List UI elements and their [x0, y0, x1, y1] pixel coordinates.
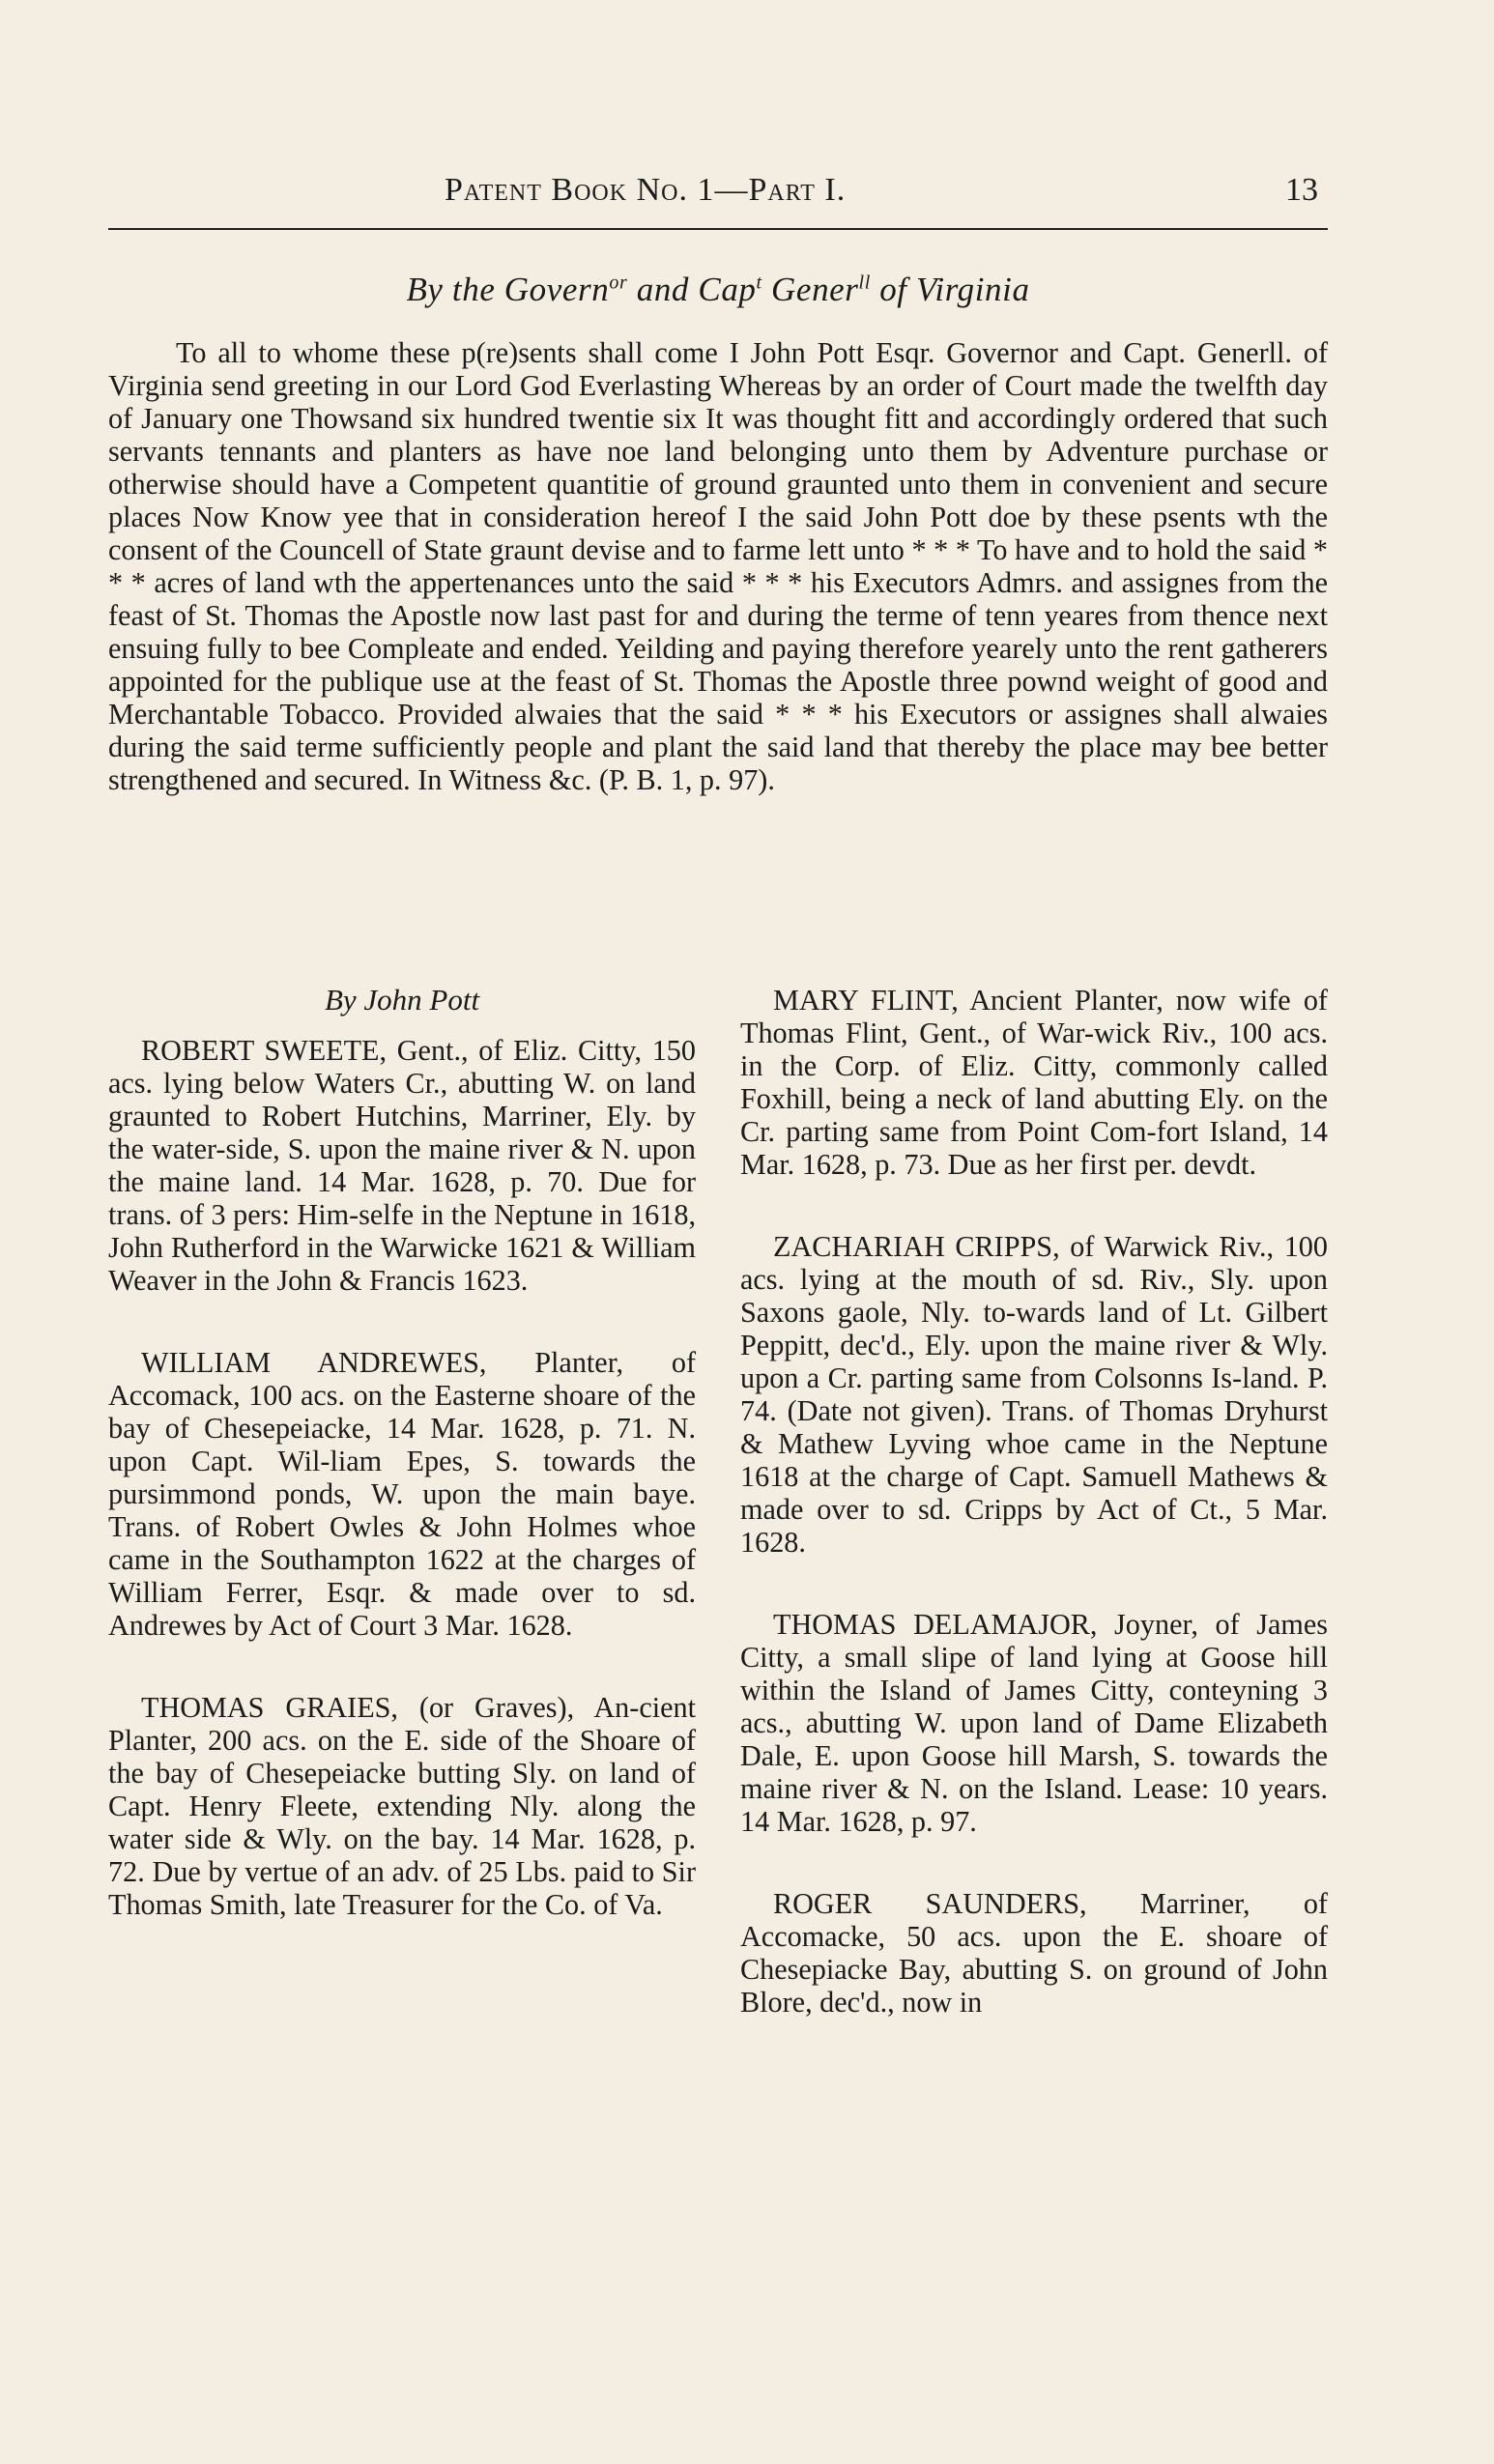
heading-part: and Cap [627, 271, 757, 308]
heading-part: By the Govern [406, 271, 610, 308]
patent-entry: THOMAS DELAMAJOR, Joyner, of James Citty, a small slipe of land lying at Goose hill within the Island of James Citty, conteyning 3 acs., abutting W. upon land of Dame Elizabeth Dale, E. upon Goose hill Marsh, S. towards the maine river & N. on the Island. Lease: 10 years. 14 Mar. 1628, p. 97. [740, 1608, 1328, 1838]
patent-entry: ROGER SAUNDERS, Marriner, of Accomacke, 50 acs. upon the E. shoare of Chesepiacke Bay, abutting S. on ground of John Blore, dec'd., now in [740, 1887, 1328, 2019]
patent-entry: MARY FLINT, Ancient Planter, now wife of Thomas Flint, Gent., of War-wick Riv., 100 acs. in the Corp. of Eliz. Citty, commonly called Foxhill, being a neck of land abutting Ely. on the Cr. parting same from Point Com-fort Island, 14 Mar. 1628, p. 73. Due as her first per. devdt. [740, 984, 1328, 1181]
heading-part: Gener [761, 271, 859, 308]
running-head [108, 172, 1328, 215]
left-column [108, 984, 696, 1970]
right-column [740, 984, 1328, 2068]
header-rule [108, 228, 1328, 230]
running-title: Patent Book No. 1—Part I. [445, 172, 847, 208]
patent-entry: WILLIAM ANDREWES, Planter, of Accomack, 100 acs. on the Easterne shoare of the bay of Chesepeiacke, 14 Mar. 1628, p. 71. N. upon Capt. Wil-liam Epes, S. towards the pursimmond ponds, W. upon the main baye. Trans. of Robert Owles & John Holmes whoe came in the Southampton 1622 at the charges of William Ferrer, Esqr. & made over to sd. Andrewes by Act of Court 3 Mar. 1628. [108, 1346, 696, 1642]
proclamation-text: To all to whome these p(re)sents shall come I John Pott Esqr. Governor and Capt. Generll. of Virginia send greeting in our Lord God Everlasting Whereas by an order of Court made the twelfth day of January one Thowsand six hundred twentie six It was thought fitt and accordingly ordered that such servants tennants and planters as have noe land belonging unto them by Adventure purchase or otherwise should have a Competent quantitie of ground graunted unto them in convenient and secure places Now Know yee that in consideration hereof I the said John Pott doe by these psents wth the consent of the Councell of State graunt devise and to farme lett unto * * * To have and to hold the said * * * acres of land wth the appertenances unto the said * * * his Executors Admrs. and assignes from the feast of St. Thomas the Apostle now last past for and during the terme of tenn yeares from thence next ensuing fully to bee Compleate and ended. Yeilding and paying therefore yearely unto the rent gatherers appointed for the publique use at the feast of St. Thomas the Apostle three pownd weight of good and Merchantable Tobacco. Provided alwaies that the said * * * his Executors or assignes shall alwaies during the said terme sufficiently people and plant the said land that thereby the place may bee better strengthened and secured. In Witness &c. (P. B. 1, p. 97). [108, 336, 1328, 796]
heading-superscript: or [609, 272, 628, 294]
proclamation-heading [108, 271, 1328, 309]
patent-entry: THOMAS GRAIES, (or Graves), An-cient Planter, 200 acs. on the E. side of the Shoare of the bay of Chesepeiacke butting Sly. on land of Capt. Henry Fleete, extending Nly. along the water side & Wly. on the bay. 14 Mar. 1628, p. 72. Due by vertue of an adv. of 25 Lbs. paid to Sir Thomas Smith, late Treasurer for the Co. of Va. [108, 1691, 696, 1921]
patent-entry: ZACHARIAH CRIPPS, of Warwick Riv., 100 acs. lying at the mouth of sd. Riv., Sly. upon Saxons gaole, Nly. to-wards land of Lt. Gilbert Peppitt, dec'd., Ely. upon the maine river & Wly. upon a Cr. parting same from Colsonns Is-land. P. 74. (Date not given). Trans. of Thomas Dryhurst & Mathew Lyving whoe came in the Neptune 1618 at the charge of Capt. Samuell Mathews & made over to sd. Cripps by Act of Ct., 5 Mar. 1628. [740, 1230, 1328, 1559]
heading-superscript: ll [858, 272, 871, 294]
patent-entry: ROBERT SWEETE, Gent., of Eliz. Citty, 150 acs. lying below Waters Cr., abutting W. on land graunted to Robert Hutchins, Marriner, Ely. by the water-side, S. upon the maine river & N. upon the maine land. 14 Mar. 1628, p. 70. Due for trans. of 3 pers: Him-selfe in the Neptune in 1618, John Rutherford in the Warwicke 1621 & William Weaver in the John & Francis 1623. [108, 1034, 696, 1297]
page-number: 13 [1285, 172, 1318, 208]
column-heading: By John Pott [324, 983, 480, 1017]
heading-part: of Virginia [870, 271, 1030, 308]
heading-superscript: t [756, 272, 762, 294]
